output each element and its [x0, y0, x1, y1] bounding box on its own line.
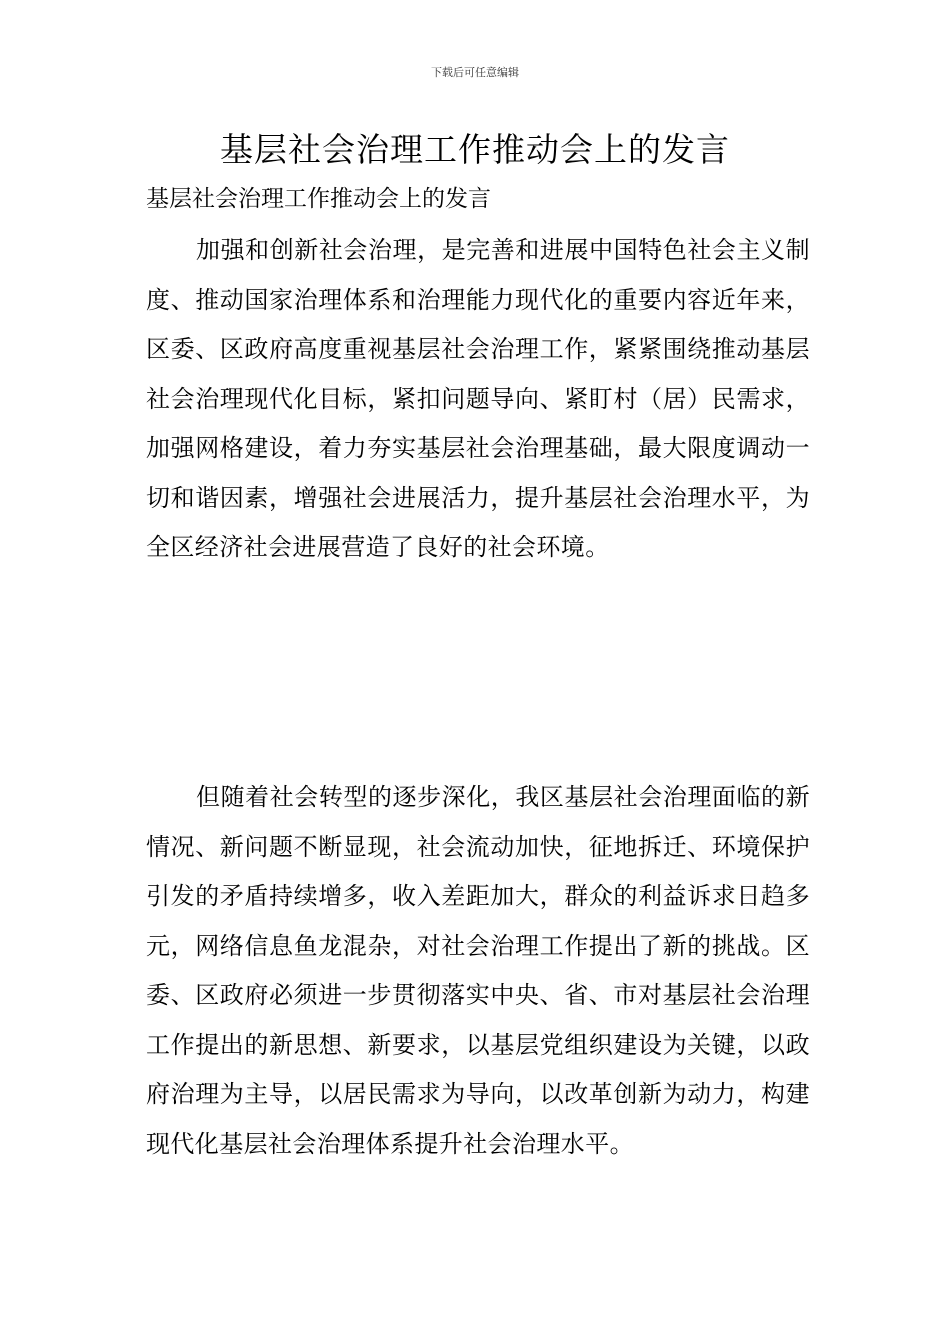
- body-paragraph: 加强和创新社会治理，是完善和进展中国特色社会主义制度、推动国家治理体系和治理能力现代化的重要内容近年来，区委、区政府高度重视基层社会治理工作，紧紧围绕推动基层社会治理现代化目标，紧扣问题导向、紧盯村（居）民需求，加强网格建设，着力夯实基层社会治理基础，最大限度调动一切和谐因素，增强社会进展活力，提升基层社会治理水平，为全区经济社会进展营造了良好的社会环境。: [146, 236, 810, 561]
- header-note: 下载后可任意编辑: [431, 66, 519, 79]
- document-title: 基层社会治理工作推动会上的发言: [220, 130, 730, 169]
- body-paragraph: 但随着社会转型的逐步深化，我区基层社会治理面临的新情况、新问题不断显现，社会流动加快，征地拆迁、环境保护引发的矛盾持续增多，收入差距加大，群众的利益诉求日趋多元，网络信息鱼龙混杂，对社会治理工作提出了新的挑战。区委、区政府必须进一步贯彻落实中央、省、市对基层社会治理工作提出的新思想、新要求，以基层党组织建设为关键，以政府治理为主导，以居民需求为导向，以改革创新为动力，构建现代化基层社会治理体系提升社会治理水平。: [146, 783, 810, 1158]
- document-subtitle: 基层社会治理工作推动会上的发言: [146, 186, 491, 212]
